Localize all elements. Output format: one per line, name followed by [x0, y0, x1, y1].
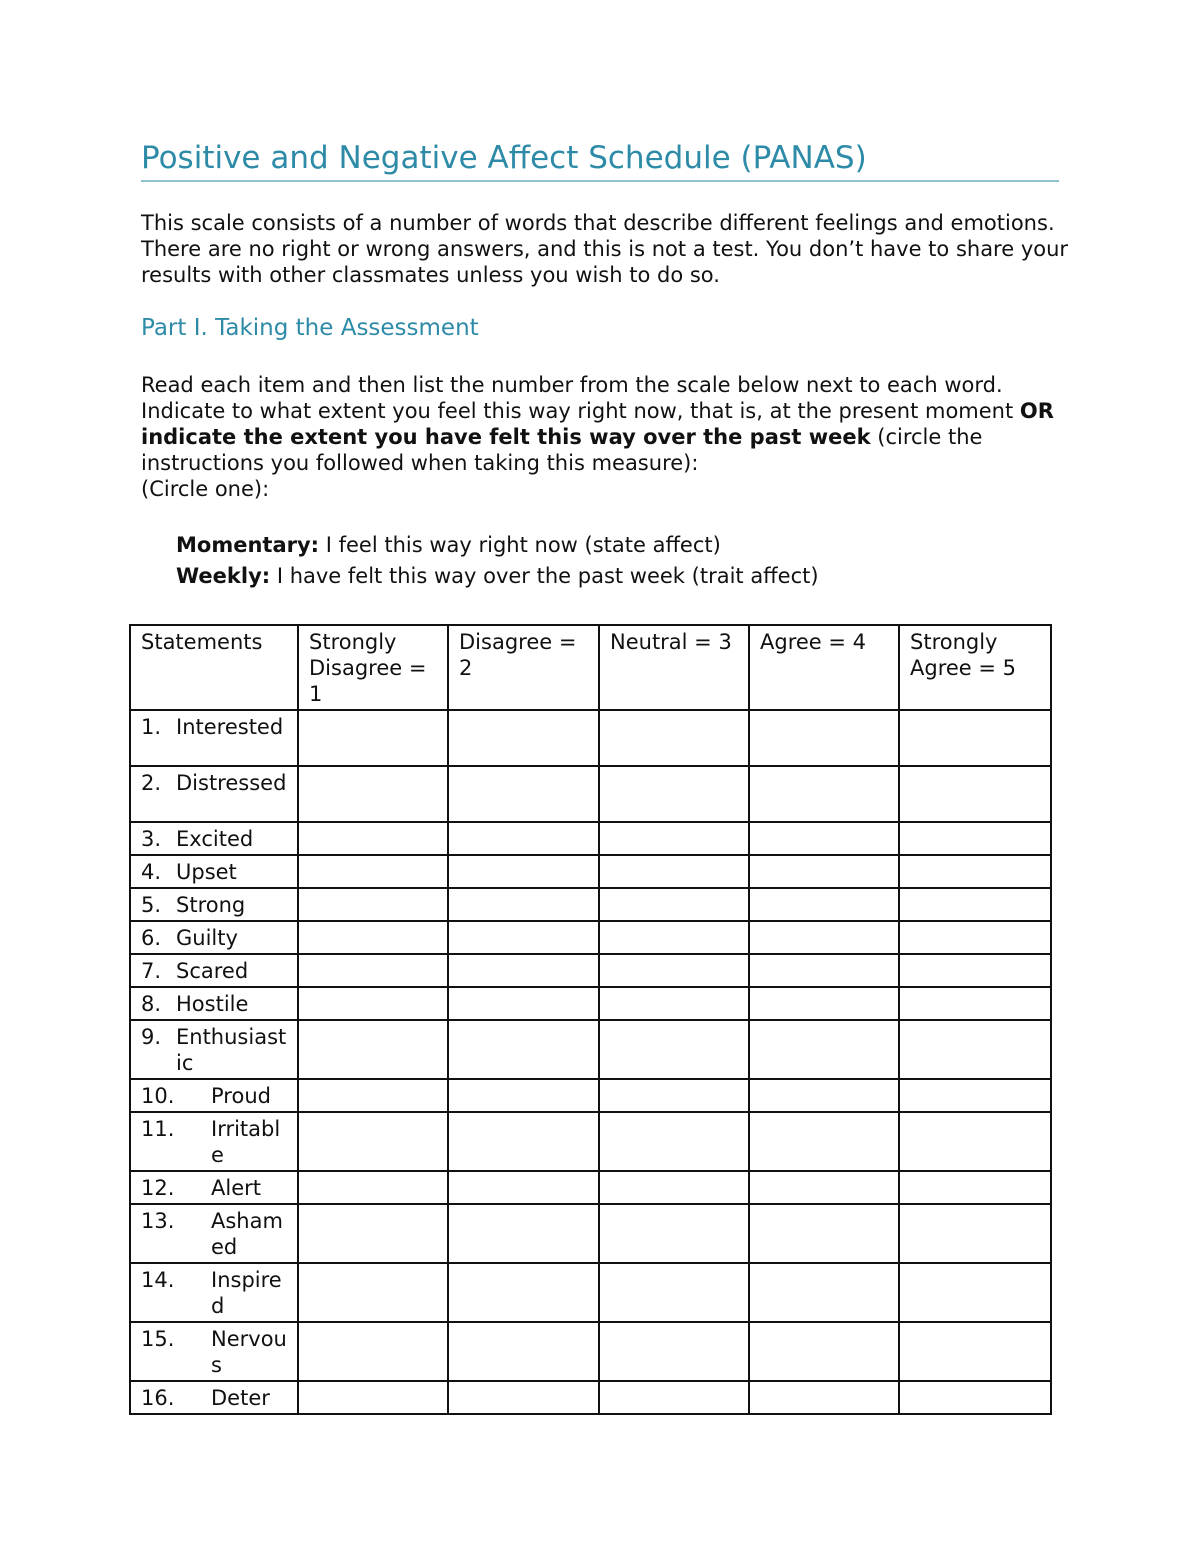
- rating-cell[interactable]: [749, 1079, 899, 1112]
- momentary-text: I feel this way right now (state affect): [319, 533, 721, 557]
- rating-cell[interactable]: [448, 766, 599, 822]
- rating-cell[interactable]: [749, 1204, 899, 1263]
- header-strongly-agree: Strongly Agree = 5: [899, 625, 1051, 710]
- rating-cell[interactable]: [599, 921, 749, 954]
- rating-cell[interactable]: [749, 1322, 899, 1381]
- weekly-text: I have felt this way over the past week (trait affect): [270, 564, 819, 588]
- statement-cell: [130, 1079, 298, 1112]
- rating-cell[interactable]: [448, 954, 599, 987]
- statement-item: [141, 1083, 287, 1109]
- statement-number: 11.: [141, 1117, 175, 1141]
- statement-word: Inspired: [211, 1268, 282, 1318]
- statement-word: Excited: [176, 827, 254, 851]
- statement-word: Alert: [211, 1176, 261, 1200]
- statement-word: Distressed: [176, 771, 287, 795]
- statement-word: Upset: [176, 860, 237, 884]
- rating-cell[interactable]: [298, 954, 448, 987]
- rating-cell[interactable]: [899, 987, 1051, 1020]
- rating-cell[interactable]: [599, 1112, 749, 1171]
- rating-cell[interactable]: [899, 855, 1051, 888]
- statement-item: [141, 958, 287, 984]
- rating-cell[interactable]: [899, 1112, 1051, 1171]
- rating-cell[interactable]: [448, 1381, 599, 1414]
- statement-number: 9.: [141, 1025, 162, 1049]
- statement-number: 12.: [141, 1176, 175, 1200]
- rating-cell[interactable]: [448, 1263, 599, 1322]
- rating-cell[interactable]: [899, 954, 1051, 987]
- statement-item: [141, 826, 287, 852]
- table-row: [130, 1381, 1051, 1414]
- statement-cell: [130, 822, 298, 855]
- rating-cell[interactable]: [749, 954, 899, 987]
- rating-cell[interactable]: [448, 710, 599, 766]
- statement-item: [141, 1326, 287, 1378]
- instructions-text-1: Read each item and then list the number from the scale below next to each word. Indicate to what extent you feel this way right now, that is, at the present moment: [141, 373, 1020, 423]
- statement-item: [141, 892, 287, 918]
- table-row: [130, 766, 1051, 822]
- rating-cell[interactable]: [298, 855, 448, 888]
- rating-cell[interactable]: [899, 1020, 1051, 1079]
- option-momentary[interactable]: [176, 531, 721, 559]
- statement-item: [141, 1267, 287, 1319]
- statement-number: 4.: [141, 860, 162, 884]
- rating-cell[interactable]: [448, 855, 599, 888]
- rating-cell[interactable]: [448, 921, 599, 954]
- statement-cell: [130, 1263, 298, 1322]
- rating-cell[interactable]: [749, 921, 899, 954]
- rating-cell[interactable]: [298, 1322, 448, 1381]
- statement-item: [141, 1116, 287, 1168]
- statement-number: 15.: [141, 1327, 175, 1351]
- statement-cell: [130, 987, 298, 1020]
- rating-cell[interactable]: [749, 1263, 899, 1322]
- rating-cell[interactable]: [298, 1381, 448, 1414]
- rating-cell[interactable]: [749, 888, 899, 921]
- header-neutral: Neutral = 3: [599, 625, 749, 710]
- rating-cell[interactable]: [899, 1381, 1051, 1414]
- table-row: [130, 1322, 1051, 1381]
- table-row: [130, 1171, 1051, 1204]
- rating-cell[interactable]: [298, 1204, 448, 1263]
- rating-cell[interactable]: [749, 822, 899, 855]
- rating-cell[interactable]: [298, 921, 448, 954]
- statement-cell: [130, 921, 298, 954]
- statement-item: [141, 1385, 287, 1411]
- rating-cell[interactable]: [899, 1322, 1051, 1381]
- weekly-label: Weekly:: [176, 564, 271, 588]
- statement-number: 6.: [141, 926, 162, 950]
- statement-item: [141, 714, 287, 740]
- instructions-bold: OR indicate the extent you have felt this way over the past week: [141, 399, 1054, 449]
- statement-word: Interested: [176, 715, 284, 739]
- rating-cell[interactable]: [899, 1263, 1051, 1322]
- statement-item: [141, 1208, 287, 1260]
- statement-word: Strong: [176, 893, 246, 917]
- momentary-label: Momentary:: [176, 533, 320, 557]
- statement-number: 7.: [141, 959, 162, 983]
- header-statements: Statements: [130, 625, 298, 710]
- rating-cell[interactable]: [899, 921, 1051, 954]
- rating-cell[interactable]: [448, 888, 599, 921]
- table-row: [130, 1079, 1051, 1112]
- header-disagree: Disagree = 2: [448, 625, 599, 710]
- rating-cell[interactable]: [749, 1112, 899, 1171]
- statement-cell: [130, 1112, 298, 1171]
- circle-one-label: (Circle one):: [141, 477, 270, 501]
- statement-number: 16.: [141, 1386, 175, 1410]
- rating-cell[interactable]: [599, 1322, 749, 1381]
- rating-cell[interactable]: [899, 1079, 1051, 1112]
- statement-cell: [130, 1322, 298, 1381]
- statement-word: Ashamed: [211, 1209, 283, 1259]
- rating-cell[interactable]: [599, 954, 749, 987]
- statement-word: Enthusiastic: [176, 1025, 287, 1075]
- instructions-paragraph: [141, 372, 1071, 502]
- statement-word: Guilty: [176, 926, 238, 950]
- statement-item: [141, 770, 287, 796]
- rating-cell[interactable]: [599, 1079, 749, 1112]
- instructions-text-2: (circle the instructions you followed when taking this measure):: [141, 425, 983, 475]
- rating-cell[interactable]: [298, 1263, 448, 1322]
- rating-cell[interactable]: [599, 987, 749, 1020]
- statement-number: 10.: [141, 1084, 175, 1108]
- statement-number: 8.: [141, 992, 162, 1016]
- rating-cell[interactable]: [899, 822, 1051, 855]
- rating-cell[interactable]: [298, 1171, 448, 1204]
- statement-word: Scared: [176, 959, 249, 983]
- rating-cell[interactable]: [749, 710, 899, 766]
- statement-cell: [130, 888, 298, 921]
- rating-cell[interactable]: [599, 766, 749, 822]
- statement-item: [141, 859, 287, 885]
- rating-cell[interactable]: [599, 1263, 749, 1322]
- table-row: [130, 954, 1051, 987]
- option-weekly[interactable]: [176, 562, 819, 590]
- statement-number: 13.: [141, 1209, 175, 1233]
- rating-cell[interactable]: [899, 888, 1051, 921]
- rating-cell[interactable]: [298, 1112, 448, 1171]
- rating-cell[interactable]: [448, 1171, 599, 1204]
- statement-cell: [130, 954, 298, 987]
- rating-cell[interactable]: [448, 987, 599, 1020]
- rating-cell[interactable]: [749, 1381, 899, 1414]
- rating-cell[interactable]: [749, 987, 899, 1020]
- statement-word: Proud: [211, 1084, 271, 1108]
- rating-cell[interactable]: [298, 888, 448, 921]
- rating-cell[interactable]: [899, 1171, 1051, 1204]
- rating-cell[interactable]: [298, 1079, 448, 1112]
- rating-cell[interactable]: [298, 766, 448, 822]
- rating-cell[interactable]: [599, 1171, 749, 1204]
- statement-cell: [130, 1020, 298, 1079]
- rating-cell[interactable]: [599, 1020, 749, 1079]
- statement-number: 3.: [141, 827, 162, 851]
- rating-cell[interactable]: [298, 822, 448, 855]
- table-row: [130, 888, 1051, 921]
- rating-table: [129, 624, 1052, 1415]
- rating-cell[interactable]: [448, 822, 599, 855]
- rating-cell[interactable]: [448, 1322, 599, 1381]
- statement-word: Nervous: [211, 1327, 287, 1377]
- rating-cell[interactable]: [599, 1381, 749, 1414]
- statement-word: Deter: [211, 1386, 270, 1410]
- page-title: Positive and Negative Affect Schedule (PANAS): [141, 138, 1059, 182]
- rating-cell[interactable]: [899, 710, 1051, 766]
- statement-cell: [130, 766, 298, 822]
- header-strongly-disagree: Strongly Disagree = 1: [298, 625, 448, 710]
- rating-cell[interactable]: [448, 1079, 599, 1112]
- statement-item: [141, 1024, 287, 1076]
- statement-item: [141, 1175, 287, 1201]
- rating-cell[interactable]: [899, 1204, 1051, 1263]
- rating-cell[interactable]: [298, 987, 448, 1020]
- rating-cell[interactable]: [749, 1020, 899, 1079]
- statement-number: 1.: [141, 715, 162, 739]
- table-row: [130, 822, 1051, 855]
- table-row: [130, 987, 1051, 1020]
- rating-cell[interactable]: [599, 710, 749, 766]
- statement-cell: [130, 855, 298, 888]
- table-header-row: [130, 625, 1051, 710]
- table-row: [130, 710, 1051, 766]
- statement-cell: [130, 1171, 298, 1204]
- table-row: [130, 1263, 1051, 1322]
- statement-number: 5.: [141, 893, 162, 917]
- table-row: [130, 855, 1051, 888]
- statement-word: Hostile: [176, 992, 249, 1016]
- rating-cell[interactable]: [298, 1020, 448, 1079]
- rating-cell[interactable]: [899, 766, 1051, 822]
- statement-cell: [130, 710, 298, 766]
- statement-cell: [130, 1381, 298, 1414]
- rating-cell[interactable]: [298, 710, 448, 766]
- statement-item: [141, 925, 287, 951]
- statement-word: Irritable: [211, 1117, 281, 1167]
- statement-number: 14.: [141, 1268, 175, 1292]
- rating-cell[interactable]: [599, 822, 749, 855]
- rating-cell[interactable]: [749, 855, 899, 888]
- intro-paragraph: This scale consists of a number of words that describe different feelings and emotions. There are no right or wrong answers, and this is not a test. You don’t have to share your results with other classmates unless you wish to do so.: [141, 211, 1069, 287]
- statement-number: 2.: [141, 771, 162, 795]
- rating-cell[interactable]: [599, 888, 749, 921]
- part-heading: Part I. Taking the Assessment: [141, 315, 479, 341]
- rating-cell[interactable]: [599, 1204, 749, 1263]
- statement-item: [141, 991, 287, 1017]
- header-agree: Agree = 4: [749, 625, 899, 710]
- rating-cell[interactable]: [749, 1171, 899, 1204]
- rating-cell[interactable]: [448, 1020, 599, 1079]
- statement-cell: [130, 1204, 298, 1263]
- rating-cell[interactable]: [448, 1204, 599, 1263]
- table-row: [130, 1020, 1051, 1079]
- rating-cell[interactable]: [448, 1112, 599, 1171]
- rating-cell[interactable]: [599, 855, 749, 888]
- table-row: [130, 1112, 1051, 1171]
- table-row: [130, 921, 1051, 954]
- table-row: [130, 1204, 1051, 1263]
- rating-cell[interactable]: [749, 766, 899, 822]
